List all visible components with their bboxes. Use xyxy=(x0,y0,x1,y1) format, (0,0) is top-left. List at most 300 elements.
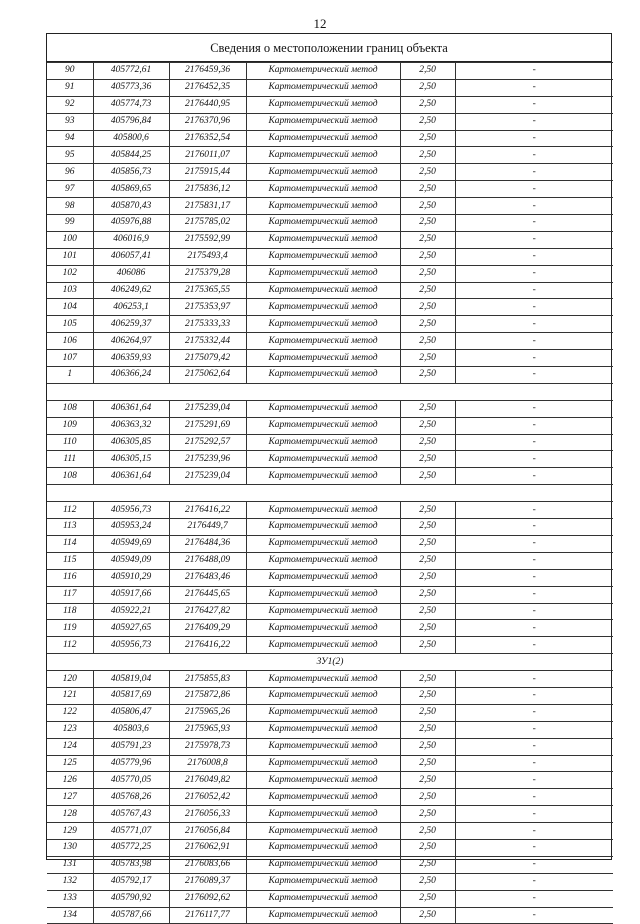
coordinates-table-body xyxy=(47,63,613,924)
y-coordinate-cell: 2175872,86 xyxy=(169,687,246,704)
x-coordinate-cell: 405772,25 xyxy=(93,839,169,856)
description-cell: - xyxy=(455,502,613,519)
x-coordinate-cell: 405927,65 xyxy=(93,620,169,637)
y-coordinate-cell: 2176416,22 xyxy=(169,637,246,654)
description-cell: - xyxy=(455,96,613,113)
table-row xyxy=(47,367,613,384)
method-cell: Картометрический метод xyxy=(246,130,400,147)
y-coordinate-cell: 2176449,7 xyxy=(169,519,246,536)
accuracy-cell: 2,50 xyxy=(400,620,455,637)
table-row xyxy=(47,265,613,282)
accuracy-cell: 2,50 xyxy=(400,890,455,907)
table-row xyxy=(47,468,613,485)
description-cell: - xyxy=(455,856,613,873)
accuracy-cell: 2,50 xyxy=(400,96,455,113)
method-cell: Картометрический метод xyxy=(246,164,400,181)
x-coordinate-cell: 405792,17 xyxy=(93,873,169,890)
description-cell: - xyxy=(455,620,613,637)
point-number-cell: 96 xyxy=(47,164,93,181)
method-cell: Картометрический метод xyxy=(246,400,400,417)
x-coordinate-cell: 405869,65 xyxy=(93,181,169,198)
method-cell: Картометрический метод xyxy=(246,63,400,80)
description-cell: - xyxy=(455,806,613,823)
accuracy-cell: 2,50 xyxy=(400,282,455,299)
method-cell: Картометрический метод xyxy=(246,603,400,620)
accuracy-cell: 2,50 xyxy=(400,519,455,536)
x-coordinate-cell: 405910,29 xyxy=(93,569,169,586)
method-cell: Картометрический метод xyxy=(246,265,400,282)
table-row xyxy=(47,839,613,856)
x-coordinate-cell: 406305,15 xyxy=(93,451,169,468)
accuracy-cell: 2,50 xyxy=(400,586,455,603)
point-number-cell: 113 xyxy=(47,519,93,536)
method-cell: Картометрический метод xyxy=(246,755,400,772)
table-row xyxy=(47,248,613,265)
x-coordinate-cell: 405949,09 xyxy=(93,552,169,569)
point-number-cell: 93 xyxy=(47,113,93,130)
description-cell: - xyxy=(455,181,613,198)
y-coordinate-cell: 2175239,04 xyxy=(169,468,246,485)
point-number-cell: 118 xyxy=(47,603,93,620)
method-cell: Картометрический метод xyxy=(246,198,400,215)
table-row xyxy=(47,823,613,840)
method-cell: Картометрический метод xyxy=(246,873,400,890)
accuracy-cell: 2,50 xyxy=(400,265,455,282)
point-number-cell: 100 xyxy=(47,231,93,248)
x-coordinate-cell: 406259,37 xyxy=(93,316,169,333)
table-row xyxy=(47,434,613,451)
description-cell: - xyxy=(455,215,613,232)
table-row xyxy=(47,400,613,417)
x-coordinate-cell: 405773,36 xyxy=(93,79,169,96)
description-cell: - xyxy=(455,63,613,80)
method-cell: Картометрический метод xyxy=(246,552,400,569)
x-coordinate-cell: 406361,64 xyxy=(93,400,169,417)
accuracy-cell: 2,50 xyxy=(400,417,455,434)
y-coordinate-cell: 2175353,97 xyxy=(169,299,246,316)
method-cell: Картометрический метод xyxy=(246,772,400,789)
accuracy-cell: 2,50 xyxy=(400,687,455,704)
x-coordinate-cell: 405790,92 xyxy=(93,890,169,907)
x-coordinate-cell: 405791,23 xyxy=(93,738,169,755)
method-cell: Картометрический метод xyxy=(246,248,400,265)
point-number-cell: 102 xyxy=(47,265,93,282)
method-cell: Картометрический метод xyxy=(246,215,400,232)
point-number-cell: 116 xyxy=(47,569,93,586)
table-title: Сведения о местоположении границ объекта xyxy=(47,34,611,62)
description-cell: - xyxy=(455,130,613,147)
y-coordinate-cell: 2176370,96 xyxy=(169,113,246,130)
description-cell: - xyxy=(455,671,613,688)
y-coordinate-cell: 2175332,44 xyxy=(169,333,246,350)
method-cell: Картометрический метод xyxy=(246,535,400,552)
method-cell: Картометрический метод xyxy=(246,367,400,384)
x-coordinate-cell: 405917,66 xyxy=(93,586,169,603)
separator-cell xyxy=(47,485,613,502)
x-coordinate-cell: 405922,21 xyxy=(93,603,169,620)
accuracy-cell: 2,50 xyxy=(400,147,455,164)
y-coordinate-cell: 2175379,28 xyxy=(169,265,246,282)
description-cell: - xyxy=(455,772,613,789)
accuracy-cell: 2,50 xyxy=(400,738,455,755)
x-coordinate-cell: 405956,73 xyxy=(93,637,169,654)
y-coordinate-cell: 2176483,46 xyxy=(169,569,246,586)
x-coordinate-cell: 405796,84 xyxy=(93,113,169,130)
table-row xyxy=(47,79,613,96)
accuracy-cell: 2,50 xyxy=(400,215,455,232)
point-number-cell: 91 xyxy=(47,79,93,96)
accuracy-cell: 2,50 xyxy=(400,130,455,147)
method-cell: Картометрический метод xyxy=(246,451,400,468)
table-row xyxy=(47,130,613,147)
x-coordinate-cell: 405767,43 xyxy=(93,806,169,823)
description-cell: - xyxy=(455,569,613,586)
table-row xyxy=(47,772,613,789)
description-cell: - xyxy=(455,603,613,620)
point-number-cell: 101 xyxy=(47,248,93,265)
point-number-cell: 111 xyxy=(47,451,93,468)
accuracy-cell: 2,50 xyxy=(400,434,455,451)
x-coordinate-cell: 406359,93 xyxy=(93,350,169,367)
method-cell: Картометрический метод xyxy=(246,738,400,755)
y-coordinate-cell: 2175062,64 xyxy=(169,367,246,384)
x-coordinate-cell: 406016,9 xyxy=(93,231,169,248)
description-cell: - xyxy=(455,164,613,181)
y-coordinate-cell: 2175855,83 xyxy=(169,671,246,688)
point-number-cell: 112 xyxy=(47,502,93,519)
point-number-cell: 110 xyxy=(47,434,93,451)
accuracy-cell: 2,50 xyxy=(400,806,455,823)
table-row xyxy=(47,147,613,164)
separator-row xyxy=(47,383,613,400)
y-coordinate-cell: 2175291,69 xyxy=(169,417,246,434)
table-row xyxy=(47,755,613,772)
x-coordinate-cell: 405803,6 xyxy=(93,721,169,738)
description-cell: - xyxy=(455,839,613,856)
method-cell: Картометрический метод xyxy=(246,721,400,738)
description-cell: - xyxy=(455,316,613,333)
point-number-cell: 119 xyxy=(47,620,93,637)
accuracy-cell: 2,50 xyxy=(400,637,455,654)
point-number-cell: 125 xyxy=(47,755,93,772)
method-cell: Картометрический метод xyxy=(246,586,400,603)
accuracy-cell: 2,50 xyxy=(400,856,455,873)
point-number-cell: 95 xyxy=(47,147,93,164)
x-coordinate-cell: 405774,73 xyxy=(93,96,169,113)
y-coordinate-cell: 2176427,82 xyxy=(169,603,246,620)
table-row xyxy=(47,637,613,654)
point-number-cell: 108 xyxy=(47,400,93,417)
point-number-cell: 120 xyxy=(47,671,93,688)
accuracy-cell: 2,50 xyxy=(400,755,455,772)
method-cell: Картометрический метод xyxy=(246,890,400,907)
method-cell: Картометрический метод xyxy=(246,417,400,434)
table-row xyxy=(47,316,613,333)
accuracy-cell: 2,50 xyxy=(400,350,455,367)
y-coordinate-cell: 2175592,99 xyxy=(169,231,246,248)
table-row xyxy=(47,738,613,755)
description-cell: - xyxy=(455,552,613,569)
description-cell: - xyxy=(455,637,613,654)
description-cell: - xyxy=(455,113,613,130)
x-coordinate-cell: 406057,41 xyxy=(93,248,169,265)
table-row xyxy=(47,603,613,620)
description-cell: - xyxy=(455,198,613,215)
y-coordinate-cell: 2176008,8 xyxy=(169,755,246,772)
description-cell: - xyxy=(455,687,613,704)
point-number-cell: 99 xyxy=(47,215,93,232)
point-number-cell: 104 xyxy=(47,299,93,316)
point-number-cell: 122 xyxy=(47,704,93,721)
accuracy-cell: 2,50 xyxy=(400,316,455,333)
accuracy-cell: 2,50 xyxy=(400,468,455,485)
description-cell: - xyxy=(455,451,613,468)
table-row xyxy=(47,113,613,130)
y-coordinate-cell: 2176117,77 xyxy=(169,907,246,924)
point-number-cell: 112 xyxy=(47,637,93,654)
point-number-cell: 128 xyxy=(47,806,93,823)
description-cell: - xyxy=(455,417,613,434)
y-coordinate-cell: 2175292,57 xyxy=(169,434,246,451)
coordinates-table xyxy=(47,62,613,924)
description-cell: - xyxy=(455,907,613,924)
accuracy-cell: 2,50 xyxy=(400,333,455,350)
accuracy-cell: 2,50 xyxy=(400,248,455,265)
x-coordinate-cell: 405800,6 xyxy=(93,130,169,147)
description-cell: - xyxy=(455,367,613,384)
description-cell: - xyxy=(455,299,613,316)
x-coordinate-cell: 406361,64 xyxy=(93,468,169,485)
table-row xyxy=(47,890,613,907)
table-row xyxy=(47,164,613,181)
y-coordinate-cell: 2175978,73 xyxy=(169,738,246,755)
description-cell: - xyxy=(455,282,613,299)
point-number-cell: 1 xyxy=(47,367,93,384)
y-coordinate-cell: 2175836,12 xyxy=(169,181,246,198)
description-cell: - xyxy=(455,738,613,755)
method-cell: Картометрический метод xyxy=(246,434,400,451)
table-row xyxy=(47,671,613,688)
table-row xyxy=(47,63,613,80)
table-row xyxy=(47,519,613,536)
method-cell: Картометрический метод xyxy=(246,806,400,823)
table-row xyxy=(47,417,613,434)
x-coordinate-cell: 405819,04 xyxy=(93,671,169,688)
description-cell: - xyxy=(455,333,613,350)
table-row xyxy=(47,687,613,704)
table-row xyxy=(47,789,613,806)
point-number-cell: 130 xyxy=(47,839,93,856)
x-coordinate-cell: 406249,62 xyxy=(93,282,169,299)
table-row xyxy=(47,198,613,215)
method-cell: Картометрический метод xyxy=(246,231,400,248)
description-cell: - xyxy=(455,400,613,417)
table-row xyxy=(47,502,613,519)
y-coordinate-cell: 2175239,04 xyxy=(169,400,246,417)
table-row xyxy=(47,231,613,248)
accuracy-cell: 2,50 xyxy=(400,367,455,384)
method-cell: Картометрический метод xyxy=(246,856,400,873)
x-coordinate-cell: 405844,25 xyxy=(93,147,169,164)
x-coordinate-cell: 405771,07 xyxy=(93,823,169,840)
description-cell: - xyxy=(455,147,613,164)
y-coordinate-cell: 2176459,36 xyxy=(169,63,246,80)
x-coordinate-cell: 405856,73 xyxy=(93,164,169,181)
method-cell: Картометрический метод xyxy=(246,147,400,164)
method-cell: Картометрический метод xyxy=(246,671,400,688)
x-coordinate-cell: 405768,26 xyxy=(93,789,169,806)
point-number-cell: 117 xyxy=(47,586,93,603)
table-row xyxy=(47,586,613,603)
point-number-cell: 92 xyxy=(47,96,93,113)
method-cell: Картометрический метод xyxy=(246,569,400,586)
method-cell: Картометрический метод xyxy=(246,519,400,536)
accuracy-cell: 2,50 xyxy=(400,181,455,198)
description-cell: - xyxy=(455,704,613,721)
accuracy-cell: 2,50 xyxy=(400,873,455,890)
point-number-cell: 107 xyxy=(47,350,93,367)
section-header-row xyxy=(47,654,613,671)
description-cell: - xyxy=(455,721,613,738)
table-row xyxy=(47,215,613,232)
y-coordinate-cell: 2176056,84 xyxy=(169,823,246,840)
point-number-cell: 124 xyxy=(47,738,93,755)
table-row xyxy=(47,907,613,924)
accuracy-cell: 2,50 xyxy=(400,907,455,924)
table-row xyxy=(47,704,613,721)
accuracy-cell: 2,50 xyxy=(400,603,455,620)
separator-cell xyxy=(47,383,613,400)
x-coordinate-cell: 405787,66 xyxy=(93,907,169,924)
table-row xyxy=(47,299,613,316)
method-cell: Картометрический метод xyxy=(246,823,400,840)
description-cell: - xyxy=(455,231,613,248)
x-coordinate-cell: 405870,43 xyxy=(93,198,169,215)
accuracy-cell: 2,50 xyxy=(400,113,455,130)
y-coordinate-cell: 2175079,42 xyxy=(169,350,246,367)
method-cell: Картометрический метод xyxy=(246,907,400,924)
y-coordinate-cell: 2176052,42 xyxy=(169,789,246,806)
x-coordinate-cell: 405783,98 xyxy=(93,856,169,873)
x-coordinate-cell: 405949,69 xyxy=(93,535,169,552)
x-coordinate-cell: 405770,05 xyxy=(93,772,169,789)
x-coordinate-cell: 406086 xyxy=(93,265,169,282)
x-coordinate-cell: 406366,24 xyxy=(93,367,169,384)
y-coordinate-cell: 2175333,33 xyxy=(169,316,246,333)
accuracy-cell: 2,50 xyxy=(400,502,455,519)
description-cell: - xyxy=(455,535,613,552)
point-number-cell: 123 xyxy=(47,721,93,738)
description-cell: - xyxy=(455,265,613,282)
point-number-cell: 115 xyxy=(47,552,93,569)
table-row xyxy=(47,181,613,198)
method-cell: Картометрический метод xyxy=(246,839,400,856)
description-cell: - xyxy=(455,248,613,265)
x-coordinate-cell: 406305,85 xyxy=(93,434,169,451)
method-cell: Картометрический метод xyxy=(246,113,400,130)
point-number-cell: 127 xyxy=(47,789,93,806)
x-coordinate-cell: 405956,73 xyxy=(93,502,169,519)
method-cell: Картометрический метод xyxy=(246,282,400,299)
method-cell: Картометрический метод xyxy=(246,350,400,367)
table-row xyxy=(47,333,613,350)
table-row xyxy=(47,282,613,299)
y-coordinate-cell: 2176089,37 xyxy=(169,873,246,890)
table-row xyxy=(47,873,613,890)
point-number-cell: 131 xyxy=(47,856,93,873)
y-coordinate-cell: 2176440,95 xyxy=(169,96,246,113)
table-row xyxy=(47,451,613,468)
point-number-cell: 121 xyxy=(47,687,93,704)
point-number-cell: 126 xyxy=(47,772,93,789)
y-coordinate-cell: 2176416,22 xyxy=(169,502,246,519)
table-row xyxy=(47,569,613,586)
y-coordinate-cell: 2175915,44 xyxy=(169,164,246,181)
point-number-cell: 94 xyxy=(47,130,93,147)
accuracy-cell: 2,50 xyxy=(400,839,455,856)
y-coordinate-cell: 2175965,93 xyxy=(169,721,246,738)
point-number-cell: 106 xyxy=(47,333,93,350)
x-coordinate-cell: 405976,88 xyxy=(93,215,169,232)
accuracy-cell: 2,50 xyxy=(400,231,455,248)
description-cell: - xyxy=(455,586,613,603)
point-number-cell: 97 xyxy=(47,181,93,198)
accuracy-cell: 2,50 xyxy=(400,63,455,80)
y-coordinate-cell: 2176056,33 xyxy=(169,806,246,823)
method-cell: Картометрический метод xyxy=(246,79,400,96)
description-cell: - xyxy=(455,789,613,806)
x-coordinate-cell: 406253,1 xyxy=(93,299,169,316)
point-number-cell: 103 xyxy=(47,282,93,299)
boundary-table-sheet xyxy=(46,33,612,920)
method-cell: Картометрический метод xyxy=(246,637,400,654)
y-coordinate-cell: 2176083,66 xyxy=(169,856,246,873)
accuracy-cell: 2,50 xyxy=(400,79,455,96)
method-cell: Картометрический метод xyxy=(246,468,400,485)
table-row xyxy=(47,96,613,113)
x-coordinate-cell: 405953,24 xyxy=(93,519,169,536)
point-number-cell: 109 xyxy=(47,417,93,434)
x-coordinate-cell: 405817,69 xyxy=(93,687,169,704)
method-cell: Картометрический метод xyxy=(246,620,400,637)
point-number-cell: 105 xyxy=(47,316,93,333)
table-row xyxy=(47,721,613,738)
table-row xyxy=(47,856,613,873)
y-coordinate-cell: 2175785,02 xyxy=(169,215,246,232)
accuracy-cell: 2,50 xyxy=(400,299,455,316)
accuracy-cell: 2,50 xyxy=(400,400,455,417)
accuracy-cell: 2,50 xyxy=(400,671,455,688)
page-number: 12 xyxy=(313,16,327,31)
table-row xyxy=(47,350,613,367)
method-cell: Картометрический метод xyxy=(246,704,400,721)
point-number-cell: 90 xyxy=(47,63,93,80)
accuracy-cell: 2,50 xyxy=(400,552,455,569)
method-cell: Картометрический метод xyxy=(246,316,400,333)
method-cell: Картометрический метод xyxy=(246,789,400,806)
y-coordinate-cell: 2175365,55 xyxy=(169,282,246,299)
point-number-cell: 108 xyxy=(47,468,93,485)
y-coordinate-cell: 2176488,09 xyxy=(169,552,246,569)
description-cell: - xyxy=(455,873,613,890)
x-coordinate-cell: 406363,32 xyxy=(93,417,169,434)
method-cell: Картометрический метод xyxy=(246,299,400,316)
accuracy-cell: 2,50 xyxy=(400,569,455,586)
y-coordinate-cell: 2176352,54 xyxy=(169,130,246,147)
point-number-cell: 133 xyxy=(47,890,93,907)
accuracy-cell: 2,50 xyxy=(400,535,455,552)
y-coordinate-cell: 2176049,82 xyxy=(169,772,246,789)
